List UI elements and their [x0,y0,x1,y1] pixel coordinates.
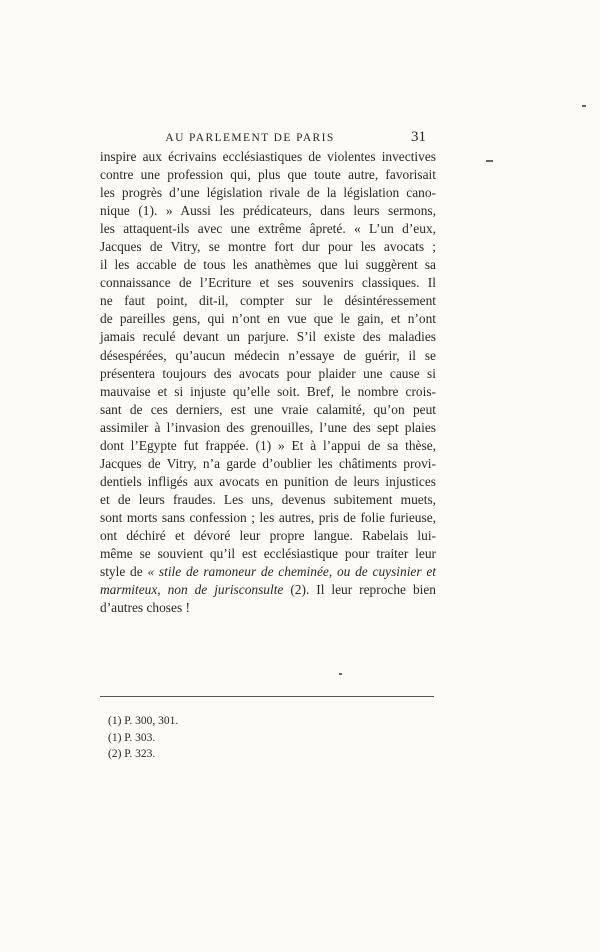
ink-speck [486,160,493,162]
text-line-mixed [100,581,436,599]
text-line: dont l’Egypte fut frappée. (1) » Et à l’appui de sa thèse, [100,437,436,453]
text-line: les attaquent-ils avec une extrême âpreté. « L’un d’eux, [100,221,436,237]
text-line: ont déchiré et dévoré leur propre langue. Rabelais lui- [100,527,436,543]
text-line: ne faut point, dit-il, compter sur le désintéressement [100,293,436,309]
text-line: et de leurs fraudes. Les uns, devenus subitement muets, [100,491,436,507]
text-line: assimiler à l’invasion des grenouilles, l’une des sept plaies [100,419,436,435]
text-line: sont morts sans confession ; les autres, pris de folie furieuse, [100,509,436,525]
text-line: mauvaise et si injuste qu’elle soit. Bref, le nombre crois- [100,383,436,399]
footnote: (2) P. 323. [108,748,156,760]
text-line: sant de ces derniers, est une vraie calamité, qu’on peut [100,401,436,417]
text-line: dentiels infligés aux avocats en punition de leurs injustices [100,473,436,489]
ink-speck [582,105,586,107]
text-line: présentera toujours des avocats pour plaider une cause si [100,365,436,381]
text-line: même se souvient qu’il est ecclésiastique pour traiter leur [100,546,436,562]
text-segment: (2). Il leur reproche bien [283,582,436,598]
text-line: Jacques de Vitry, n’a garde d’oublier les châtiments provi- [100,455,436,471]
italic-quote: marmiteux, non de jurisconsulte [100,582,284,598]
text-line: d’autres choses ! [100,600,190,616]
text-line: de pareilles gens, qui n’ont en vue que le gain, et n’ont [100,311,436,327]
text-segment: style de [100,564,148,580]
footnote: (1) P. 303. [108,731,156,744]
text-line: désespérées, qu’aucun médecin n’essaye de guérir, il se [100,347,436,363]
text-line: nique (1). » Aussi les prédicateurs, dans leurs sermons, [100,203,436,219]
text-line: jamais reculé devant un parjure. S’il existe des maladies [100,329,436,345]
footnote-divider [100,696,434,697]
footnote: (1) P. 300, 301. [108,715,179,727]
text-line: connaissance de l’Ecriture et ses souvenirs classiques. Il [100,275,436,291]
ink-speck [339,673,342,675]
text-line: Jacques de Vitry, se montre fort dur pour les avocats ; [100,239,436,255]
text-line-mixed [100,563,436,581]
text-line: contre une profession qui, plus que toute autre, favorisait [100,167,436,183]
text-line: il les accable de tous les anathèmes que lui suggèrent sa [100,257,436,273]
italic-quote: « stile de ramoneur de cheminée, ou de cuysinier et [147,564,436,580]
footnotes [108,713,178,763]
running-title: AU PARLEMENT DE PARIS [165,132,335,144]
text-line: les progrès d’une législation rivale de la législation cano- [100,185,436,201]
body-text [100,148,436,617]
page-number: 31 [411,129,426,145]
text-line: inspire aux écrivains ecclésiastiques de violentes invectives [100,149,436,164]
